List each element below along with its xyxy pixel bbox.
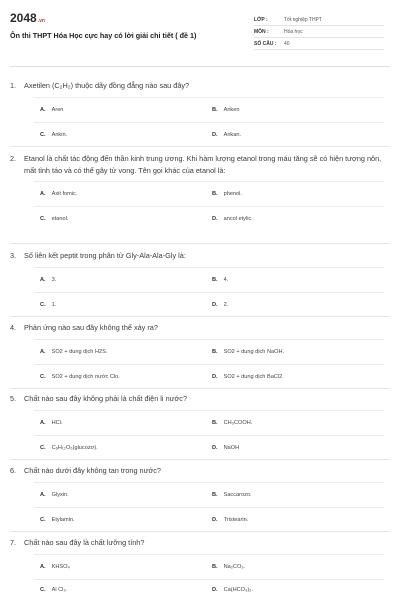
option-letter: C. <box>40 586 46 593</box>
options-row <box>34 579 384 597</box>
meta-value: Hóa học <box>284 29 303 35</box>
option-c[interactable] <box>40 374 120 380</box>
meta-key: SỐ CÂU : <box>254 41 277 47</box>
options-row <box>34 122 384 147</box>
question-text: Phản ứng nào sau đây không thể xảy ra? <box>24 323 158 332</box>
header-divider <box>10 66 390 67</box>
option-text: etanol. <box>51 216 69 222</box>
question-4 <box>10 322 392 389</box>
options-row <box>34 410 384 435</box>
option-b[interactable] <box>212 492 252 498</box>
option-letter: D. <box>212 131 218 138</box>
option-c[interactable] <box>40 302 56 308</box>
question-5 <box>10 393 392 460</box>
question-stem <box>10 250 392 262</box>
question-stem <box>10 393 392 405</box>
option-text: Axit fomic. <box>51 191 78 197</box>
option-letter: B. <box>212 106 218 113</box>
option-text: HCl. <box>51 419 63 426</box>
option-text: Na₂CO₃. <box>223 563 246 570</box>
question-text: Chất nào sau đây là chất lưỡng tính? <box>24 538 145 547</box>
option-letter: B. <box>212 348 218 355</box>
question-number: 3. <box>10 251 17 260</box>
option-d[interactable] <box>212 132 241 138</box>
option-letter: A. <box>40 106 46 113</box>
answer-options <box>34 339 384 389</box>
option-text: Tristearin. <box>223 516 249 523</box>
option-letter: A. <box>40 348 46 355</box>
logo-text: 2048 <box>10 11 37 25</box>
option-text: ancol etylic. <box>223 216 253 222</box>
meta-value: Tốt nghiệp THPT <box>284 17 322 23</box>
option-a[interactable] <box>40 492 69 498</box>
exam-meta <box>254 14 384 50</box>
option-letter: D. <box>212 301 218 308</box>
meta-row-subject <box>254 26 384 38</box>
options-row <box>34 97 384 122</box>
option-d[interactable] <box>212 216 253 222</box>
option-c[interactable] <box>40 132 67 138</box>
option-letter: C. <box>40 444 46 451</box>
answer-options <box>34 267 384 317</box>
option-d[interactable] <box>212 445 239 451</box>
option-text: Ankan. <box>223 131 242 138</box>
option-letter: D. <box>212 373 218 380</box>
option-a[interactable] <box>40 420 62 426</box>
option-letter: B. <box>212 191 218 197</box>
option-letter: A. <box>40 491 46 498</box>
option-d[interactable] <box>212 587 253 593</box>
option-b[interactable] <box>212 107 239 113</box>
question-separator <box>10 531 390 532</box>
option-d[interactable] <box>212 517 248 523</box>
meta-key: MÔN : <box>254 29 269 35</box>
option-text: Al Cl₃. <box>51 586 68 593</box>
option-letter: C. <box>40 216 46 222</box>
option-d[interactable] <box>212 302 228 308</box>
question-1 <box>10 80 392 147</box>
option-text: 2. <box>223 301 229 308</box>
answer-options <box>34 554 384 597</box>
meta-row-count <box>254 38 384 50</box>
site-logo[interactable] <box>10 11 45 25</box>
option-letter: A. <box>40 563 46 570</box>
options-row <box>34 507 384 532</box>
question-number: 5. <box>10 394 17 403</box>
question-text: Số liên kết peptit trong phân tử Gly-Ala-Ala-Gly là: <box>24 251 186 260</box>
option-text: phenol. <box>223 191 242 197</box>
option-c[interactable] <box>40 517 75 523</box>
option-b[interactable] <box>212 564 245 570</box>
question-7 <box>10 537 392 597</box>
answer-options <box>34 97 384 147</box>
question-number: 4. <box>10 323 17 332</box>
option-text: Anken <box>223 106 240 113</box>
option-a[interactable] <box>40 277 56 283</box>
option-c[interactable] <box>40 216 68 222</box>
question-separator <box>10 146 390 147</box>
option-text: Aren <box>51 106 64 113</box>
answer-options <box>34 410 384 460</box>
options-row <box>34 364 384 389</box>
option-text: Ankin. <box>51 131 68 138</box>
option-letter: C. <box>40 516 46 523</box>
option-a[interactable] <box>40 191 77 197</box>
question-number: 1. <box>10 81 17 90</box>
option-text: Saccarozo. <box>223 491 252 498</box>
answer-options <box>34 482 384 532</box>
question-2 <box>10 153 392 231</box>
option-text: SO2 + dung dịch NaOH. <box>223 348 285 355</box>
question-stem <box>10 537 392 549</box>
option-b[interactable] <box>212 420 252 426</box>
question-text: Chất nào sau đây không phải là chất điện li nước? <box>24 394 188 403</box>
meta-key: LỚP : <box>254 17 268 23</box>
option-letter: B. <box>212 563 218 570</box>
options-row <box>34 206 384 231</box>
options-row <box>34 267 384 292</box>
option-c[interactable] <box>40 445 98 451</box>
question-text: Etanol là chất tác động đến thần kinh trung ương. Khi hàm lượng etanol trong máu tăng sẽ có hiện tượng nôn, mất tỉnh táo và có thể gây tử vong. Tên gọi khác của etanol là: <box>24 154 382 175</box>
option-text: NaOH <box>223 444 240 451</box>
option-text: 3. <box>51 276 57 283</box>
option-letter: A. <box>40 191 46 197</box>
question-3 <box>10 250 392 317</box>
option-c[interactable] <box>40 587 67 593</box>
option-letter: C. <box>40 373 46 380</box>
logo-suffix: .vn <box>37 18 45 24</box>
page-header <box>0 0 400 64</box>
option-letter: C. <box>40 301 46 308</box>
question-separator <box>10 243 390 244</box>
question-number: 7. <box>10 538 17 547</box>
option-letter: D. <box>212 516 218 523</box>
options-row <box>34 435 384 460</box>
option-a[interactable] <box>40 107 63 113</box>
question-number: 6. <box>10 466 17 475</box>
question-number: 2. <box>10 154 17 163</box>
question-text: Axetilen (C₂H₂) thuộc dãy đồng đẳng nào sau đây? <box>24 81 190 90</box>
option-text: 4. <box>223 276 229 283</box>
options-row <box>34 181 384 206</box>
option-letter: B. <box>212 276 218 283</box>
option-letter: C. <box>40 131 46 138</box>
option-b[interactable] <box>212 349 284 355</box>
option-text: CH₃COOH. <box>223 419 253 426</box>
option-text: Etylamin. <box>51 516 75 523</box>
exam-title: Ôn thi THPT Hóa Học cực hay có lời giải chi tiết ( đề 1) <box>10 31 197 40</box>
meta-value: 40 <box>284 41 290 47</box>
option-b[interactable] <box>212 191 242 197</box>
options-row <box>34 554 384 579</box>
question-stem <box>10 322 392 334</box>
option-text: C₆H₁₂O₆(glucozơ). <box>51 444 98 451</box>
question-stem <box>10 80 392 92</box>
question-stem <box>10 465 392 477</box>
option-a[interactable] <box>40 349 107 355</box>
option-text: 1. <box>51 301 57 308</box>
option-letter: A. <box>40 419 46 426</box>
option-text: SO2 + dung dịch H2S. <box>51 348 108 355</box>
option-text: SO2 + dung dịch BaCl2. <box>223 373 284 380</box>
question-separator <box>10 316 390 317</box>
option-letter: B. <box>212 491 218 498</box>
question-text: Chất nào dưới đây không tan trong nước? <box>24 466 161 475</box>
option-d[interactable] <box>212 374 284 380</box>
option-b[interactable] <box>212 277 228 283</box>
option-letter: A. <box>40 276 46 283</box>
option-letter: D. <box>212 444 218 451</box>
options-row <box>34 482 384 507</box>
option-letter: B. <box>212 419 218 426</box>
meta-row-class <box>254 14 384 26</box>
option-letter: D. <box>212 216 218 222</box>
question-separator <box>10 388 390 389</box>
option-a[interactable] <box>40 564 70 570</box>
option-text: SO2 + dung dịch nước Clo. <box>51 373 120 380</box>
options-row <box>34 292 384 317</box>
options-row <box>34 339 384 364</box>
option-text: Glyxin. <box>51 491 69 498</box>
question-stem <box>10 153 392 176</box>
option-text: KHSO₄ <box>51 563 70 570</box>
option-letter: D. <box>212 586 218 593</box>
option-text: Ca(HCO₃)₂. <box>223 586 253 593</box>
question-separator <box>10 459 390 460</box>
question-6 <box>10 465 392 532</box>
answer-options <box>34 181 384 231</box>
